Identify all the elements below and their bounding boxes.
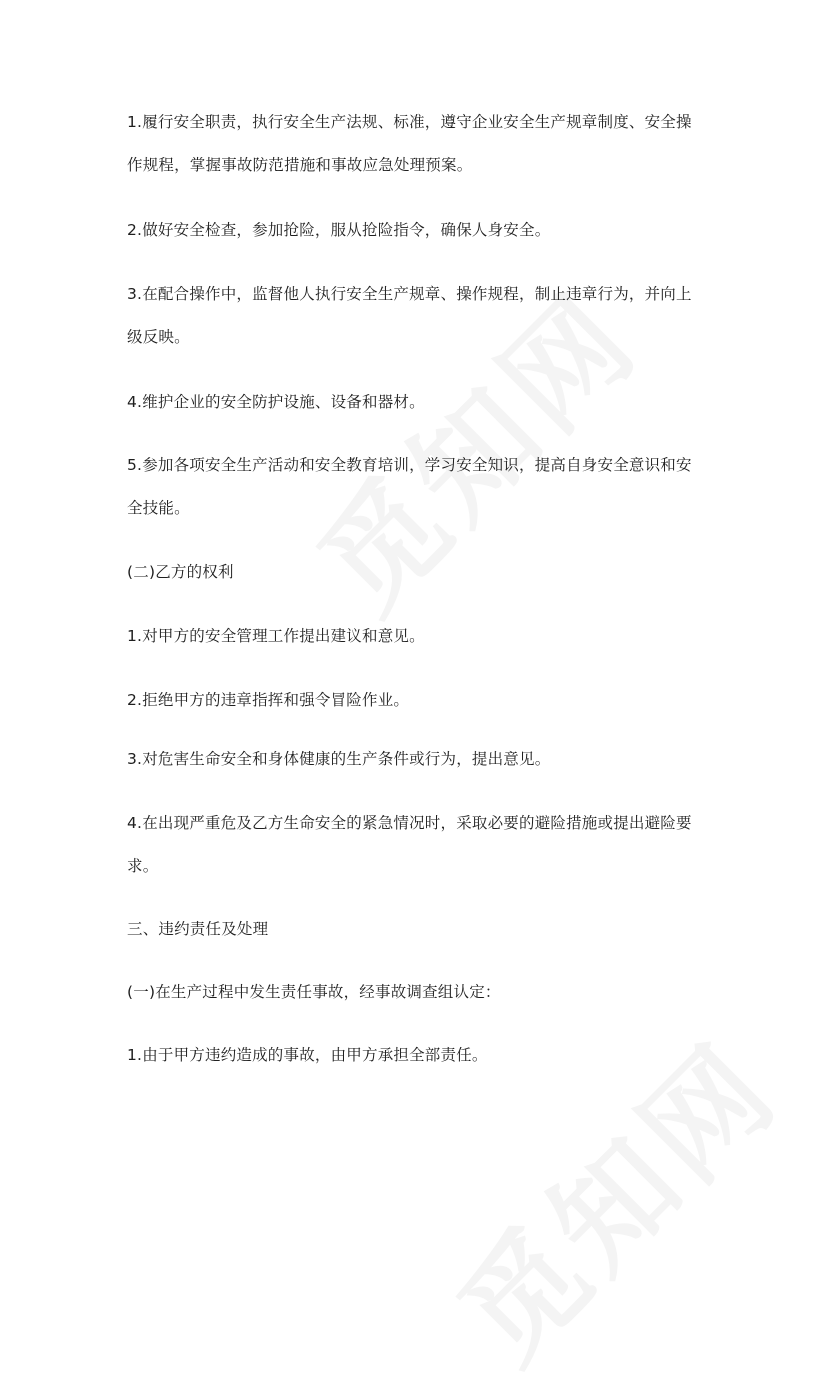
paragraph-right-1: 1.对甲方的安全管理工作提出建议和意见。 — [127, 627, 425, 645]
section-heading-rights: (二)乙方的权利 — [127, 563, 234, 581]
paragraph-right-3: 3.对危害生命安全和身体健康的生产条件或行为，提出意见。 — [127, 750, 551, 768]
paragraph-duty-5: 5.参加各项安全生产活动和安全教育培训，学习安全知识，提高自身安全意识和安全技能。 — [127, 456, 692, 517]
subsection-heading-accident: (一)在生产过程中发生责任事故，经事故调查组认定： — [127, 983, 501, 1001]
paragraph-duty-2: 2.做好安全检查，参加抢险，服从抢险指令，确保人身安全。 — [127, 221, 551, 239]
paragraph-duty-3: 3.在配合操作中，监督他人执行安全生产规章、操作规程，制止违章行为，并向上级反映。 — [127, 285, 692, 346]
paragraph-duty-1: 1.履行安全职责，执行安全生产法规、标准，遵守企业安全生产规章制度、安全操作规程，掌握事故防范措施和事故应急处理预案。 — [127, 113, 692, 174]
section-heading-liability: 三、违约责任及处理 — [127, 920, 269, 938]
paragraph-liability-1: 1.由于甲方违约造成的事故，由甲方承担全部责任。 — [127, 1046, 488, 1064]
paragraph-duty-4: 4.维护企业的安全防护设施、设备和器材。 — [127, 393, 425, 411]
paragraph-right-2: 2.拒绝甲方的违章指挥和强令冒险作业。 — [127, 691, 410, 709]
paragraph-right-4: 4.在出现严重危及乙方生命安全的紧急情况时，采取必要的避险措施或提出避险要求。 — [127, 814, 692, 875]
